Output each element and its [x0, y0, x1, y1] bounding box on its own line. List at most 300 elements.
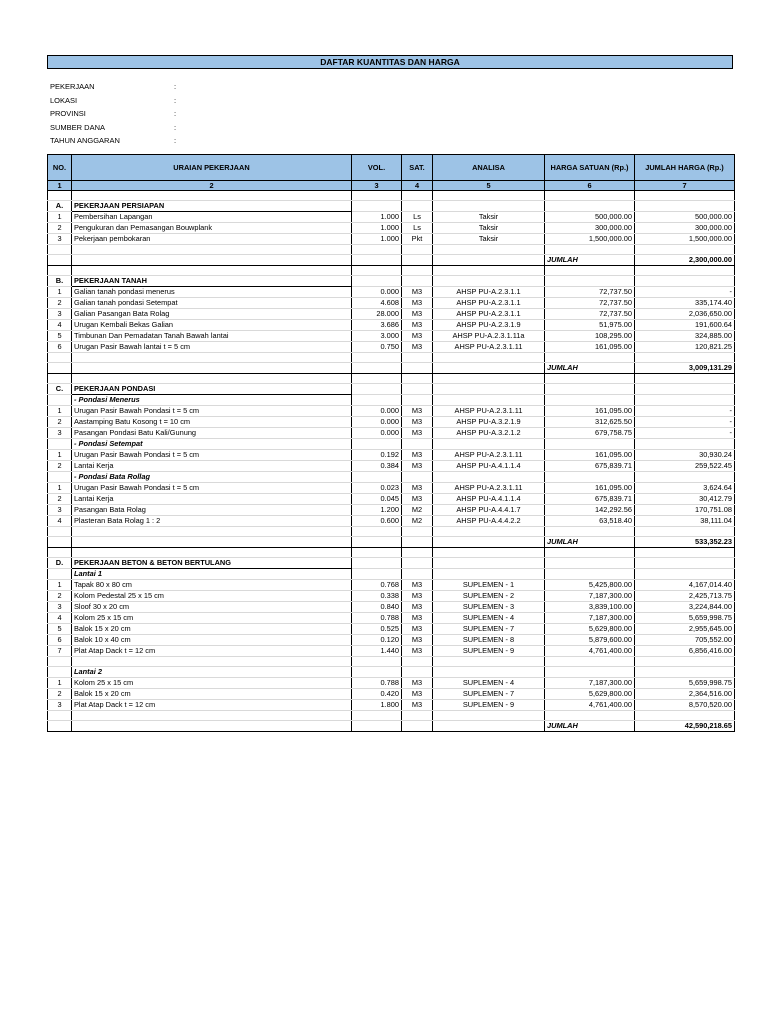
item-description: Pengukuran dan Pemasangan Bouwplank	[72, 223, 352, 234]
item-volume: 3.686	[352, 320, 402, 331]
blank-cell	[48, 255, 72, 266]
blank-cell	[433, 569, 545, 580]
item-unit: M3	[402, 287, 433, 298]
total-label: JUMLAH	[545, 255, 635, 266]
blank-row	[48, 191, 735, 201]
blank-cell	[402, 537, 433, 548]
item-volume: 0.120	[352, 635, 402, 646]
blank-cell	[48, 353, 72, 363]
total-label: JUMLAH	[545, 537, 635, 548]
item-volume: 0.000	[352, 417, 402, 428]
blank-cell	[48, 711, 72, 721]
item-no: 2	[48, 298, 72, 309]
item-analysis: AHSP PU-A.4.4.1.7	[433, 505, 545, 516]
item-unit: M2	[402, 516, 433, 527]
item-description: Urugan Kembali Bekas Galian	[72, 320, 352, 331]
blank-cell	[402, 711, 433, 721]
meta-row	[50, 94, 350, 108]
blank-cell	[72, 191, 352, 201]
blank-cell	[635, 191, 735, 201]
item-description: Plat Atap Dack t = 12 cm	[72, 700, 352, 711]
blank-cell	[402, 472, 433, 483]
blank-cell	[545, 191, 635, 201]
item-no: 1	[48, 212, 72, 223]
item-description: Aastamping Batu Kosong t = 10 cm	[72, 417, 352, 428]
blank-cell	[433, 245, 545, 255]
blank-cell	[48, 374, 72, 384]
item-total-price: 120,821.25	[635, 342, 735, 353]
table-row	[48, 689, 735, 700]
blank-row	[48, 527, 735, 537]
item-unit: M3	[402, 646, 433, 657]
table-row	[48, 624, 735, 635]
blank-cell	[48, 721, 72, 732]
blank-cell	[402, 395, 433, 406]
meta-label: LOKASI	[50, 95, 78, 105]
item-volume: 0.338	[352, 591, 402, 602]
blank-cell	[402, 548, 433, 558]
table-row	[48, 678, 735, 689]
item-unit-price: 5,629,800.00	[545, 689, 635, 700]
blank-cell	[635, 201, 735, 212]
subgroup-title: - Pondasi Setempat	[72, 439, 352, 450]
item-volume: 0.840	[352, 602, 402, 613]
blank-cell	[635, 558, 735, 569]
item-volume: 1.000	[352, 223, 402, 234]
item-no: 2	[48, 494, 72, 505]
blank-cell	[48, 191, 72, 201]
blank-cell	[352, 721, 402, 732]
blank-row	[48, 711, 735, 721]
blank-cell	[352, 472, 402, 483]
item-volume: 1.440	[352, 646, 402, 657]
blank-cell	[635, 569, 735, 580]
table-row	[48, 287, 735, 298]
item-unit: M3	[402, 635, 433, 646]
blank-cell	[72, 711, 352, 721]
section-header-row	[48, 558, 735, 569]
item-analysis: AHSP PU-A.2.3.1.9	[433, 320, 545, 331]
item-total-price: 5,659,998.75	[635, 678, 735, 689]
item-no: 4	[48, 613, 72, 624]
blank-cell	[433, 657, 545, 667]
subgroup-title: Lantai 1	[72, 569, 352, 580]
meta-colon: :	[174, 95, 177, 105]
item-total-price: 6,856,416.00	[635, 646, 735, 657]
item-no: 3	[48, 505, 72, 516]
item-unit: Ls	[402, 223, 433, 234]
item-volume: 0.000	[352, 428, 402, 439]
item-total-price: 170,751.08	[635, 505, 735, 516]
blank-cell	[545, 711, 635, 721]
table-row	[48, 580, 735, 591]
item-description: Galian Pasangan Bata Rolag	[72, 309, 352, 320]
item-unit: Ls	[402, 212, 433, 223]
blank-cell	[545, 527, 635, 537]
meta-colon: :	[174, 109, 177, 118]
item-analysis: SUPLEMEN - 4	[433, 678, 545, 689]
item-description: Timbunan Dan Pemadatan Tanah Bawah lantai	[72, 331, 352, 342]
item-analysis: SUPLEMEN - 7	[433, 689, 545, 700]
blank-row	[48, 266, 735, 276]
blank-cell	[545, 558, 635, 569]
item-unit: M3	[402, 591, 433, 602]
item-description: Pasangan Pondasi Batu Kali/Gunung	[72, 428, 352, 439]
blank-cell	[352, 711, 402, 721]
item-analysis: SUPLEMEN - 9	[433, 700, 545, 711]
blank-cell	[433, 255, 545, 266]
blank-cell	[433, 384, 545, 395]
item-description: Kolom Pedestal 25 x 15 cm	[72, 591, 352, 602]
blank-cell	[352, 266, 402, 276]
blank-cell	[545, 201, 635, 212]
item-analysis: AHSP PU-A.4.1.1.4	[433, 494, 545, 505]
item-total-price: 2,955,645.00	[635, 624, 735, 635]
blank-row	[48, 657, 735, 667]
subgroup-row	[48, 472, 735, 483]
item-volume: 0.750	[352, 342, 402, 353]
table-row	[48, 450, 735, 461]
item-no: 7	[48, 646, 72, 657]
item-description: Tapak 80 x 80 cm	[72, 580, 352, 591]
header-analisa: ANALISA	[433, 155, 545, 181]
blank-cell	[402, 374, 433, 384]
item-no: 6	[48, 635, 72, 646]
item-analysis: SUPLEMEN - 2	[433, 591, 545, 602]
blank-cell	[433, 537, 545, 548]
blank-cell	[545, 569, 635, 580]
blank-cell	[433, 374, 545, 384]
colnum: 4	[402, 181, 433, 191]
item-no: 2	[48, 417, 72, 428]
item-volume: 0.788	[352, 613, 402, 624]
item-total-price: -	[635, 287, 735, 298]
item-description: Plat Atap Dack t = 12 cm	[72, 646, 352, 657]
section-title: PEKERJAAN PONDASI	[72, 384, 352, 395]
item-analysis: AHSP PU-A.3.2.1.2	[433, 428, 545, 439]
item-unit: M3	[402, 320, 433, 331]
blank-cell	[72, 266, 352, 276]
blank-row	[48, 353, 735, 363]
total-label: JUMLAH	[545, 363, 635, 374]
blank-cell	[433, 472, 545, 483]
blank-cell	[433, 439, 545, 450]
blank-cell	[352, 667, 402, 678]
header-no: NO.	[48, 155, 72, 181]
section-code: B.	[48, 276, 72, 287]
meta-row	[50, 134, 350, 148]
item-unit-price: 679,758.75	[545, 428, 635, 439]
item-volume: 1.800	[352, 700, 402, 711]
item-description: Balok 10 x 40 cm	[72, 635, 352, 646]
item-unit-price: 51,975.00	[545, 320, 635, 331]
item-no: 3	[48, 234, 72, 245]
document-title: DAFTAR KUANTITAS DAN HARGA	[47, 55, 733, 69]
item-analysis: SUPLEMEN - 1	[433, 580, 545, 591]
item-description: Kolom 25 x 15 cm	[72, 613, 352, 624]
item-unit-price: 72,737.50	[545, 298, 635, 309]
item-total-price: 2,364,516.00	[635, 689, 735, 700]
blank-cell	[48, 395, 72, 406]
section-code: A.	[48, 201, 72, 212]
item-volume: 0.525	[352, 624, 402, 635]
item-analysis: SUPLEMEN - 9	[433, 646, 545, 657]
item-total-price: 8,570,520.00	[635, 700, 735, 711]
blank-cell	[545, 374, 635, 384]
item-unit: M3	[402, 342, 433, 353]
section-total-row	[48, 255, 735, 266]
item-description: Lantai Kerja	[72, 461, 352, 472]
blank-cell	[402, 266, 433, 276]
item-analysis: AHSP PU-A.2.3.1.1	[433, 309, 545, 320]
item-description: Sloof 30 x 20 cm	[72, 602, 352, 613]
table-row	[48, 613, 735, 624]
item-analysis: AHSP PU-A.2.3.1.11a	[433, 331, 545, 342]
blank-cell	[48, 527, 72, 537]
blank-cell	[402, 657, 433, 667]
item-no: 1	[48, 483, 72, 494]
blank-cell	[545, 266, 635, 276]
item-total-price: 1,500,000.00	[635, 234, 735, 245]
blank-cell	[433, 201, 545, 212]
item-total-price: 30,412.79	[635, 494, 735, 505]
item-volume: 0.192	[352, 450, 402, 461]
blank-cell	[433, 191, 545, 201]
blank-cell	[48, 667, 72, 678]
blank-cell	[72, 657, 352, 667]
colnum: 3	[352, 181, 402, 191]
item-description: Pasangan Bata Rolag	[72, 505, 352, 516]
item-unit: M3	[402, 298, 433, 309]
item-unit-price: 5,629,800.00	[545, 624, 635, 635]
blank-cell	[72, 374, 352, 384]
meta-colon: :	[174, 82, 177, 91]
item-unit-price: 161,095.00	[545, 406, 635, 417]
item-unit: M3	[402, 700, 433, 711]
blank-row	[48, 548, 735, 558]
blank-cell	[352, 245, 402, 255]
blank-cell	[635, 548, 735, 558]
blank-cell	[352, 374, 402, 384]
blank-cell	[402, 191, 433, 201]
blank-cell	[72, 527, 352, 537]
item-unit-price: 63,518.40	[545, 516, 635, 527]
blank-cell	[433, 353, 545, 363]
item-no: 1	[48, 678, 72, 689]
item-unit-price: 72,737.50	[545, 309, 635, 320]
table-row	[48, 406, 735, 417]
item-total-price: 705,552.00	[635, 635, 735, 646]
item-unit: M3	[402, 602, 433, 613]
table-row	[48, 298, 735, 309]
blank-cell	[352, 395, 402, 406]
item-analysis: SUPLEMEN - 3	[433, 602, 545, 613]
item-unit-price: 675,839.71	[545, 461, 635, 472]
table-row	[48, 602, 735, 613]
section-total: 42,590,218.65	[635, 721, 735, 732]
item-analysis: Taksir	[433, 234, 545, 245]
blank-cell	[635, 472, 735, 483]
quantity-price-table	[47, 154, 735, 732]
item-unit-price: 1,500,000.00	[545, 234, 635, 245]
item-no: 1	[48, 580, 72, 591]
subgroup-row	[48, 667, 735, 678]
blank-cell	[433, 363, 545, 374]
item-no: 2	[48, 223, 72, 234]
blank-cell	[635, 527, 735, 537]
item-total-price: -	[635, 428, 735, 439]
item-description: Urugan Pasir Bawah Pondasi t = 5 cm	[72, 450, 352, 461]
blank-cell	[635, 374, 735, 384]
blank-cell	[48, 245, 72, 255]
blank-cell	[48, 548, 72, 558]
section-total: 2,300,000.00	[635, 255, 735, 266]
meta-label: SUMBER DANA	[50, 122, 106, 132]
section-total-row	[48, 721, 735, 732]
item-unit-price: 161,095.00	[545, 450, 635, 461]
blank-cell	[545, 353, 635, 363]
item-total-price: 259,522.45	[635, 461, 735, 472]
subgroup-title: - Pondasi Menerus	[72, 395, 352, 406]
blank-cell	[635, 276, 735, 287]
item-volume: 0.023	[352, 483, 402, 494]
blank-cell	[545, 548, 635, 558]
subgroup-title: - Pondasi Bata Rollag	[72, 472, 352, 483]
table-row	[48, 309, 735, 320]
blank-cell	[545, 395, 635, 406]
blank-cell	[352, 439, 402, 450]
item-unit: Pkt	[402, 234, 433, 245]
blank-cell	[635, 657, 735, 667]
meta-row	[50, 80, 350, 94]
table-header-row	[48, 155, 735, 181]
blank-cell	[433, 395, 545, 406]
item-unit-price: 7,187,300.00	[545, 591, 635, 602]
item-unit: M3	[402, 678, 433, 689]
blank-cell	[352, 191, 402, 201]
table-body	[48, 191, 735, 732]
item-analysis: AHSP PU-A.2.3.1.11	[433, 342, 545, 353]
blank-cell	[433, 548, 545, 558]
blank-cell	[402, 201, 433, 212]
section-total-row	[48, 363, 735, 374]
header-sat: SAT.	[402, 155, 433, 181]
blank-cell	[545, 472, 635, 483]
blank-cell	[545, 276, 635, 287]
blank-cell	[72, 537, 352, 548]
blank-cell	[433, 721, 545, 732]
item-description: Balok 15 x 20 cm	[72, 624, 352, 635]
item-total-price: 300,000.00	[635, 223, 735, 234]
table-row	[48, 212, 735, 223]
item-analysis: AHSP PU-A.2.3.1.1	[433, 298, 545, 309]
section-code: C.	[48, 384, 72, 395]
item-unit-price: 7,187,300.00	[545, 678, 635, 689]
item-unit: M3	[402, 461, 433, 472]
blank-cell	[72, 353, 352, 363]
item-unit-price: 5,425,800.00	[545, 580, 635, 591]
header-harga-satuan: HARGA SATUAN (Rp.)	[545, 155, 635, 181]
blank-cell	[48, 439, 72, 450]
item-no: 2	[48, 591, 72, 602]
item-volume: 1.200	[352, 505, 402, 516]
item-unit: M3	[402, 309, 433, 320]
blank-cell	[635, 439, 735, 450]
item-unit-price: 312,625.50	[545, 417, 635, 428]
table-row	[48, 331, 735, 342]
blank-row	[48, 245, 735, 255]
subgroup-row	[48, 439, 735, 450]
blank-cell	[72, 548, 352, 558]
meta-label: PEKERJAAN	[50, 82, 95, 91]
item-volume: 0.788	[352, 678, 402, 689]
item-analysis: AHSP PU-A.4.4.2.2	[433, 516, 545, 527]
item-analysis: Taksir	[433, 212, 545, 223]
item-description: Pekerjaan pembokaran	[72, 234, 352, 245]
blank-cell	[545, 384, 635, 395]
blank-cell	[433, 711, 545, 721]
blank-cell	[545, 667, 635, 678]
colnum: 2	[72, 181, 352, 191]
item-unit: M3	[402, 613, 433, 624]
meta-label: TAHUN ANGGARAN	[50, 136, 120, 145]
item-analysis: AHSP PU-A.3.2.1.9	[433, 417, 545, 428]
item-description: Lantai Kerja	[72, 494, 352, 505]
section-header-row	[48, 201, 735, 212]
table-row	[48, 494, 735, 505]
blank-cell	[352, 548, 402, 558]
item-volume: 0.000	[352, 287, 402, 298]
item-unit-price: 161,095.00	[545, 483, 635, 494]
blank-cell	[433, 558, 545, 569]
table-row	[48, 428, 735, 439]
item-unit-price: 142,292.56	[545, 505, 635, 516]
item-no: 2	[48, 461, 72, 472]
blank-cell	[48, 266, 72, 276]
section-title: PEKERJAAN TANAH	[72, 276, 352, 287]
blank-cell	[402, 527, 433, 537]
blank-cell	[352, 276, 402, 287]
blank-cell	[352, 363, 402, 374]
section-total: 533,352.23	[635, 537, 735, 548]
meta-row	[50, 121, 350, 135]
blank-cell	[402, 384, 433, 395]
item-total-price: -	[635, 406, 735, 417]
section-code: D.	[48, 558, 72, 569]
table-row	[48, 646, 735, 657]
header-vol: VOL.	[352, 155, 402, 181]
item-total-price: 2,036,650.00	[635, 309, 735, 320]
colnum: 5	[433, 181, 545, 191]
blank-cell	[402, 439, 433, 450]
section-total: 3,009,131.29	[635, 363, 735, 374]
item-analysis: AHSP PU-A.2.3.1.1	[433, 287, 545, 298]
item-analysis: Taksir	[433, 223, 545, 234]
blank-cell	[433, 527, 545, 537]
item-no: 2	[48, 689, 72, 700]
item-no: 5	[48, 331, 72, 342]
item-total-price: 5,659,998.75	[635, 613, 735, 624]
item-total-price: 335,174.40	[635, 298, 735, 309]
blank-cell	[352, 353, 402, 363]
meta-label: PROVINSI	[50, 109, 86, 118]
item-total-price: 3,224,844.00	[635, 602, 735, 613]
item-analysis: AHSP PU-A.4.1.1.4	[433, 461, 545, 472]
item-unit-price: 161,095.00	[545, 342, 635, 353]
blank-cell	[545, 439, 635, 450]
item-total-price: -	[635, 417, 735, 428]
item-no: 3	[48, 700, 72, 711]
